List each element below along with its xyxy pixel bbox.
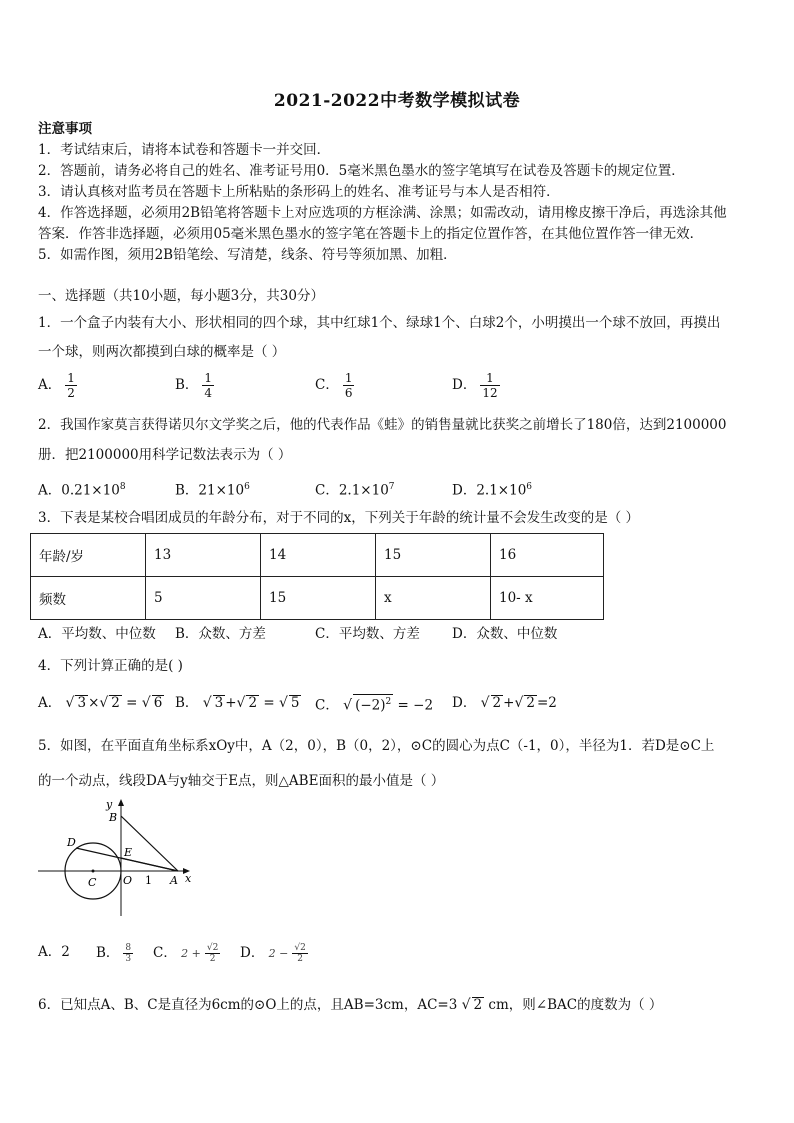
label-a: A: [170, 874, 178, 887]
q4-option-c: C． √ $(-2)^2 = -2$: [315, 694, 433, 715]
notice-item-4-cont: 答案．作答非选择题，必须用05毫米黑色墨水的签字笔在答题卡上的指定位置作答，在其他位置作答一律无效．: [38, 226, 704, 242]
table-cell: x: [376, 577, 491, 620]
q5-text-line2: 的一个动点，线段DA与y轴交于E点，则△ABE面积的最小值是（ ）: [38, 773, 445, 789]
table-cell: 13: [146, 534, 261, 577]
q1-option-c: C． $\frac{1}{6}$: [315, 371, 353, 400]
q3-option-c: C．平均数、方差: [315, 626, 420, 642]
label-b: B: [109, 811, 118, 824]
q1-text-line2: 一个球，则两次都摸到白球的概率是（ ）: [38, 344, 286, 360]
q4-text: 4．下列计算正确的是( ): [38, 658, 183, 674]
notice-heading: 注意事项: [38, 121, 92, 137]
q1-option-b: B． $\frac{1}{4}$: [175, 371, 213, 400]
q3-text: 3．下表是某校合唱团成员的年龄分布，对于不同的x，下列关于年龄的统计量不会发生改变的是（ ）: [38, 510, 639, 526]
table-cell: 14: [261, 534, 376, 577]
notice-item-1: 1．考试结束后，请将本试卷和答题卡一并交回．: [38, 142, 331, 158]
table-row: [31, 577, 604, 620]
q1-option-d: D． $\frac{1}{12}$: [452, 371, 498, 400]
table-cell: 年龄/岁: [31, 534, 146, 577]
section-heading: 一、选择题（共10小题，每小题3分，共30分）: [38, 288, 324, 304]
q4-option-a: A． √ 3 ×√ 2 = √ 6: [38, 695, 163, 711]
table-cell: 10- x: [491, 577, 604, 620]
notice-item-3: 3．请认真核对监考员在答题卡上所粘贴的条形码上的姓名、准考证号与本人是否相符．: [38, 184, 560, 200]
table-cell: 15: [376, 534, 491, 577]
q5-option-c: C． 2 + $\frac{√2}{2}$: [153, 943, 219, 964]
label-o: O: [123, 874, 133, 887]
q6-text: 6．已知点A、B、C是直径为6cm的⊙O上的点，且AB=3cm，AC=3 √ 2 cm，则∠BAC的度数为（ ）: [38, 997, 663, 1013]
exam-title: 2021-2022中考数学模拟试卷: [273, 91, 521, 111]
table-cell: 16: [491, 534, 604, 577]
q2-option-c: C．$2.1\times 10^7$: [315, 482, 395, 499]
notice-item-5: 5．如需作图，须用2B铅笔绘、写清楚，线条、符号等须加黑、加粗．: [38, 247, 457, 263]
label-c: C: [88, 876, 97, 889]
q5-text-line1: 5．如图，在平面直角坐标系xOy中，A（2，0），B（0，2），⊙C的圆心为点C（-1，0），半径为1．若D是⊙C上: [38, 738, 715, 754]
q5-option-d: D． 2 − $\frac{√2}{2}$: [240, 943, 306, 964]
q2-option-d: D．$2.1\times 10^6$: [452, 482, 533, 499]
q5-option-a: A．2: [38, 944, 70, 960]
q5-option-b: B． $\frac{8}{3}$: [96, 943, 132, 964]
segment-ab: [121, 816, 178, 871]
q3-option-b: B．众数、方差: [175, 626, 266, 642]
label-x: x: [185, 872, 192, 885]
age-frequency-table: [30, 533, 604, 620]
label-e: E: [124, 846, 133, 859]
q2-text-line2: 册．把2100000用科学记数法表示为（ ）: [38, 447, 292, 463]
label-y: y: [106, 798, 113, 811]
q4-option-d: D． √ 2 +√ 2 =2: [452, 695, 557, 711]
label-one: 1: [145, 874, 152, 887]
notice-item-4: 4．作答选择题，必须用2B铅笔将答题卡上对应选项的方框涂满、涂黑；如需改动，请用橡皮擦干净后，再选涂其他: [38, 205, 727, 221]
q1-text-line1: 1．一个盒子内装有大小、形状相同的四个球，其中红球1个、绿球1个、白球2个，小明摸出一个球不放回，再摸出: [38, 315, 721, 331]
table-cell: 15: [261, 577, 376, 620]
table-cell: 频数: [31, 577, 146, 620]
table-cell: 5: [146, 577, 261, 620]
label-d: D: [67, 836, 76, 849]
q3-option-d: D．众数、中位数: [452, 626, 558, 642]
y-axis-arrow: [118, 799, 124, 806]
q1-option-a: A． $\frac{1}{2}$: [38, 371, 75, 400]
q3-option-a: A．平均数、中位数: [38, 626, 156, 642]
center-point: [92, 870, 95, 873]
q2-text-line1: 2．我国作家莫言获得诺贝尔文学奖之后，他的代表作品《蛙》的销售量就比获奖之前增长了180倍，达到2100000: [38, 417, 727, 433]
notice-item-2: 2．答题前，请务必将自己的姓名、准考证号用0．5毫米黑色墨水的签字笔填写在试卷及答题卡的规定位置．: [38, 163, 685, 179]
coordinate-diagram: [36, 796, 196, 920]
q2-option-b: B．$21\times 10^6$: [175, 482, 250, 499]
q2-option-a: A．$0.21\times 10^8$: [38, 482, 126, 499]
segment-ea: [121, 858, 178, 871]
q4-option-b: B． √ 3 +√ 2 = √ 5: [175, 695, 300, 711]
table-row: [31, 534, 604, 577]
